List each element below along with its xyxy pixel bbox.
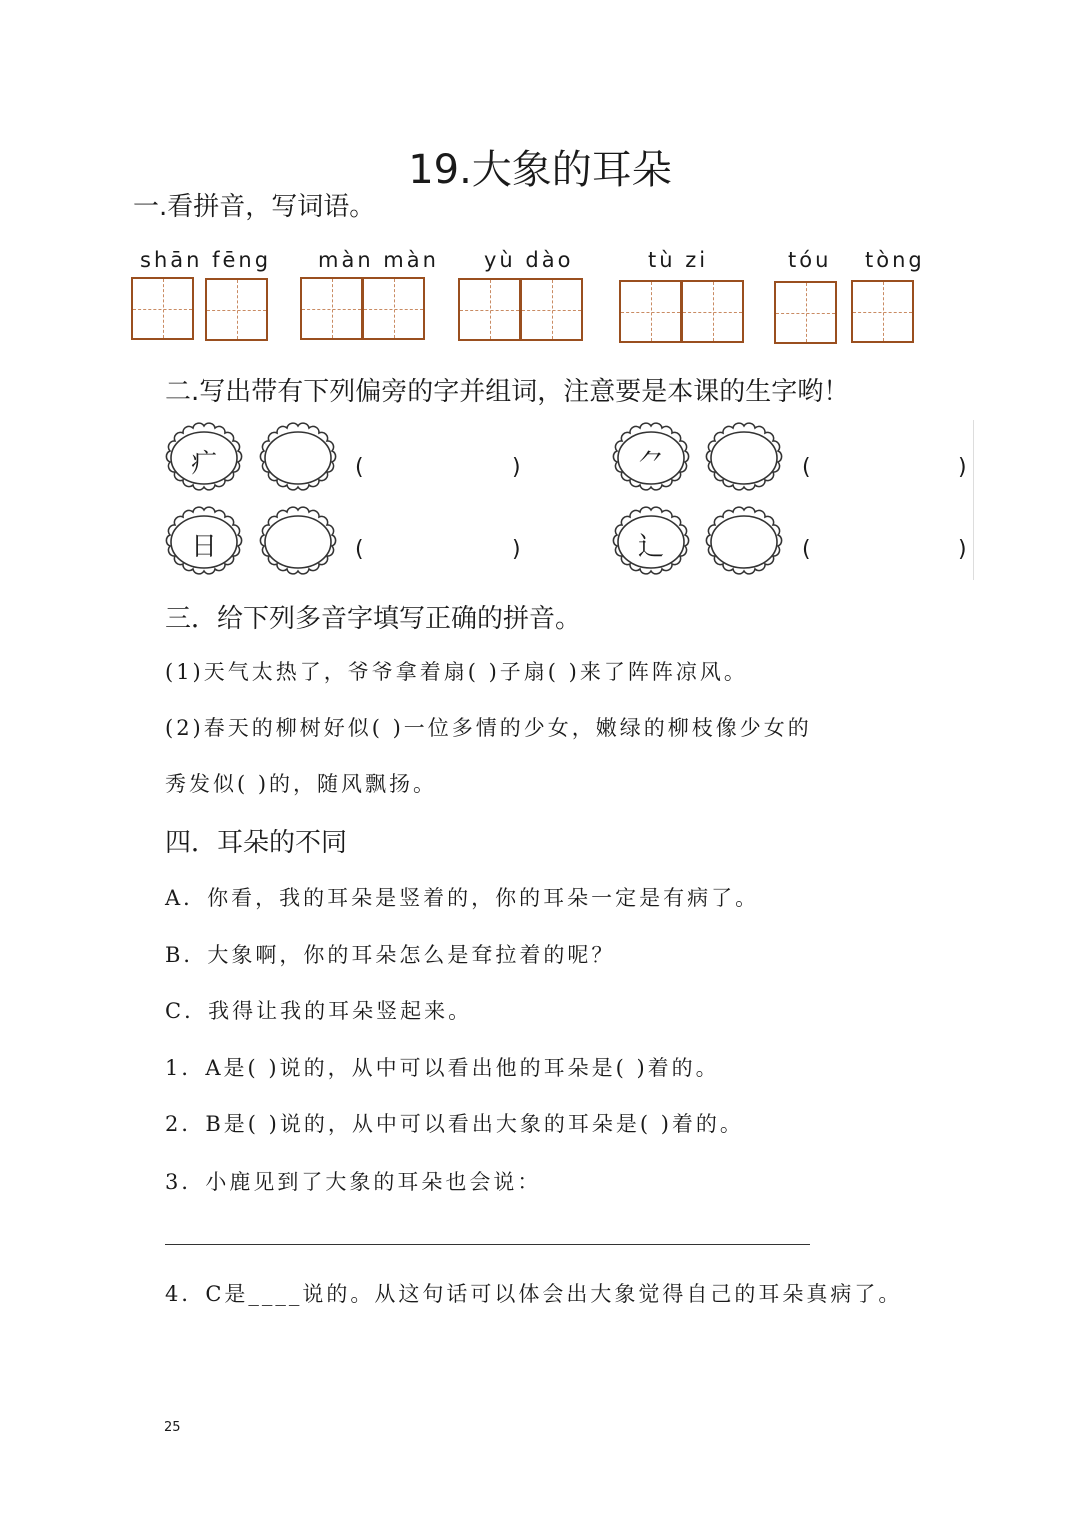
section4-heading: 四．耳朵的不同 bbox=[165, 828, 348, 858]
radical-char: 疒 bbox=[191, 449, 218, 479]
close-paren: ) bbox=[958, 537, 967, 562]
pinyin-tou: tóu bbox=[788, 248, 832, 272]
radical-flowers bbox=[0, 410, 1080, 590]
writing-box[interactable] bbox=[774, 281, 837, 344]
sentence-c: C．我得让我的耳朵竖起来。 bbox=[165, 999, 473, 1023]
open-paren: ( bbox=[802, 537, 811, 562]
page-number: 25 bbox=[164, 1420, 181, 1435]
writing-box[interactable] bbox=[520, 278, 583, 341]
polyphone-line-3: 秀发似( )的，随风飘扬。 bbox=[165, 772, 438, 796]
question-4: 4．C是____说的。从这句话可以体会出大象觉得自己的耳朵真病了。 bbox=[165, 1282, 903, 1306]
polyphone-line-2: (2)春天的柳树好似( )一位多情的少女，嫩绿的柳枝像少女的 bbox=[165, 716, 812, 740]
close-paren: ) bbox=[958, 455, 967, 480]
page-title: 19.大象的耳朵 bbox=[408, 147, 672, 193]
pinyin-shanfeng: shān fēng bbox=[140, 248, 272, 272]
close-paren: ) bbox=[512, 455, 521, 480]
radical-char: ⺈ bbox=[638, 449, 665, 479]
writing-box[interactable] bbox=[681, 280, 744, 343]
answer-line[interactable] bbox=[165, 1244, 810, 1245]
writing-box[interactable] bbox=[851, 280, 914, 343]
pinyin-manman: màn màn bbox=[318, 248, 439, 272]
section3-heading: 三．给下列多音字填写正确的拼音。 bbox=[165, 604, 582, 634]
edge-line bbox=[973, 420, 974, 580]
sentence-a: A．你看，我的耳朵是竖着的，你的耳朵一定是有病了。 bbox=[165, 886, 760, 910]
open-paren: ( bbox=[802, 455, 811, 480]
question-3: 3．小鹿见到了大象的耳朵也会说： bbox=[165, 1170, 542, 1194]
radical-char: 辶 bbox=[638, 532, 665, 562]
writing-box[interactable] bbox=[131, 277, 194, 340]
open-paren: ( bbox=[355, 455, 364, 480]
pinyin-yudao: yù dào bbox=[484, 248, 574, 272]
pinyin-tong: tòng bbox=[865, 248, 925, 272]
question-1: 1．A是( )说的，从中可以看出他的耳朵是( )着的。 bbox=[165, 1056, 720, 1080]
flower-blank-2 bbox=[706, 423, 781, 490]
writing-box[interactable] bbox=[619, 280, 682, 343]
flower-blank-4 bbox=[706, 507, 781, 574]
section1-heading: 一.看拼音，写词语。 bbox=[133, 192, 376, 222]
writing-box[interactable] bbox=[300, 277, 363, 340]
flower-blank-3 bbox=[260, 507, 335, 574]
flower-blank-1 bbox=[260, 423, 335, 490]
open-paren: ( bbox=[355, 537, 364, 562]
close-paren: ) bbox=[512, 537, 521, 562]
pinyin-tuzi: tù zi bbox=[648, 248, 709, 272]
radical-char: 日 bbox=[191, 532, 218, 562]
section2-heading: 二.写出带有下列偏旁的字并组词，注意要是本课的生字哟！ bbox=[165, 377, 850, 407]
sentence-b: B．大象啊，你的耳朵怎么是耷拉着的呢？ bbox=[165, 943, 616, 967]
writing-box[interactable] bbox=[458, 278, 521, 341]
writing-box[interactable] bbox=[205, 278, 268, 341]
writing-box[interactable] bbox=[362, 277, 425, 340]
polyphone-line-1: (1)天气太热了，爷爷拿着扇( )子扇( )来了阵阵凉风。 bbox=[165, 660, 748, 684]
question-2: 2．B是( )说的，从中可以看出大象的耳朵是( )着的。 bbox=[165, 1112, 744, 1136]
